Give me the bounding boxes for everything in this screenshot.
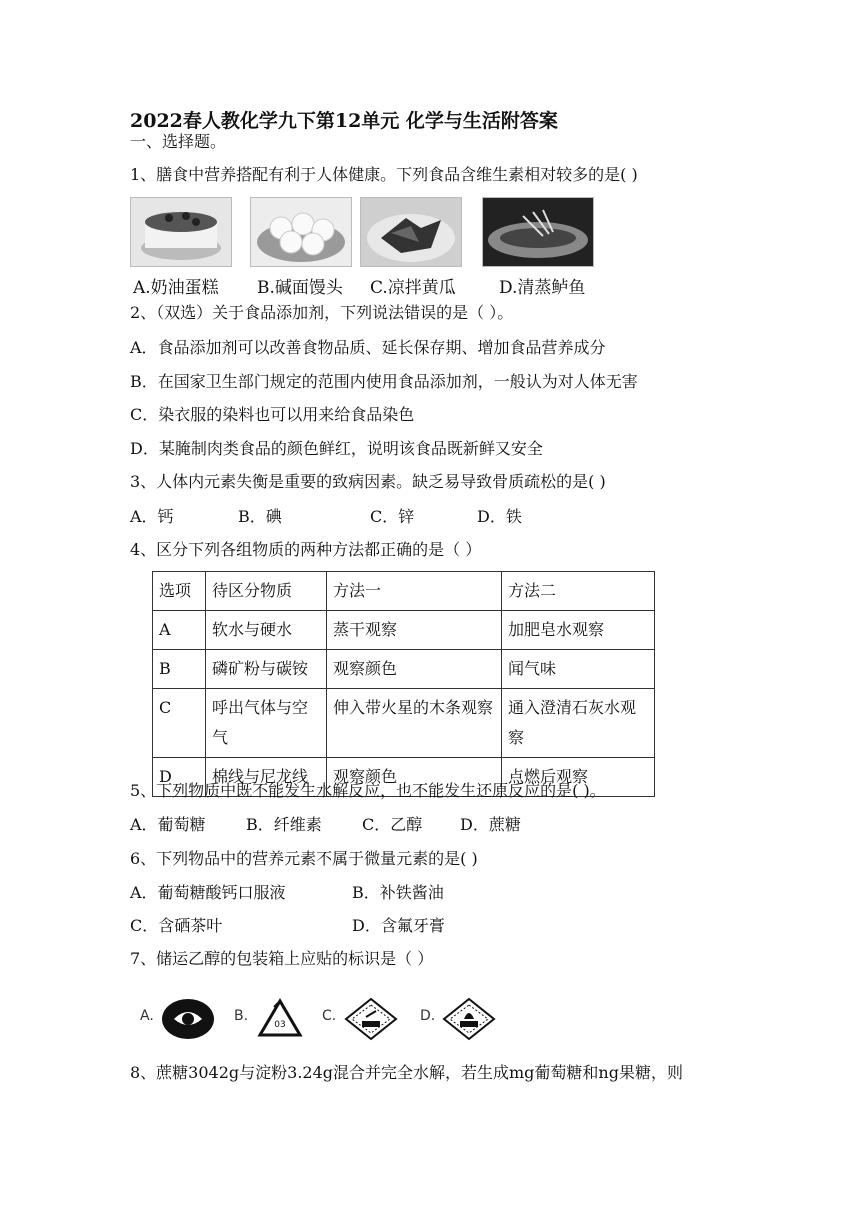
table-header-row <box>153 572 655 611</box>
q5-option-d: D．蔗糖 <box>460 815 521 834</box>
q7-option-b: B. <box>234 1008 249 1024</box>
table-cell: 软水与硬水 <box>206 611 327 650</box>
q3-option-b: B．碘 <box>238 507 282 526</box>
q6-option-b: B．补铁酱油 <box>352 883 444 902</box>
q1-stem: 1、膳食中营养搭配有利于人体健康。下列食品含维生素相对较多的是( ) <box>130 165 638 184</box>
q7-stem: 7、储运乙醇的包装箱上应贴的标识是（ ） <box>130 949 434 968</box>
hazard-diamond-c-icon <box>344 997 398 1041</box>
table-cell: 伸入带火星的木条观察 <box>327 689 502 758</box>
q5-option-a: A．葡萄糖 <box>130 815 206 834</box>
steamed-fish-image <box>482 197 594 267</box>
q1-option-d: D.清蒸鲈鱼 <box>499 278 586 298</box>
hazard-diamond-d-icon <box>442 997 496 1041</box>
q7-option-d: D. <box>420 1008 436 1024</box>
table-header-cell: 方法一 <box>327 572 502 611</box>
table-cell: 呼出气体与空气 <box>206 689 327 758</box>
section-heading: 一、选择题。 <box>130 132 227 151</box>
table-cell: A <box>153 611 206 650</box>
table-row <box>153 611 655 650</box>
q4-table <box>152 571 655 797</box>
document-title: 2022春人教化学九下第12单元 化学与生活附答案 <box>130 110 558 132</box>
q3-option-d: D．铁 <box>477 507 522 526</box>
q6-stem: 6、下列物品中的营养元素不属于微量元素的是( ) <box>130 849 478 868</box>
table-header-cell: 待区分物质 <box>206 572 327 611</box>
table-header-cell: 方法二 <box>502 572 655 611</box>
q2-option-a: A．食品添加剂可以改善食物品质、延长保存期、增加食品营养成分 <box>130 338 606 357</box>
table-header-cell: 选项 <box>153 572 206 611</box>
q1-option-a: A.奶油蛋糕 <box>133 278 219 298</box>
q7-option-a: A. <box>140 1008 154 1024</box>
table-cell: 加肥皂水观察 <box>502 611 655 650</box>
svg-text:03: 03 <box>274 1020 286 1030</box>
q2-option-b: B．在国家卫生部门规定的范围内使用食品添加剂，一般认为对人体无害 <box>130 372 638 391</box>
steamed-buns-image <box>250 197 352 267</box>
table-cell: 通入澄清石灰水观察 <box>502 689 655 758</box>
q7-option-c: C. <box>322 1008 337 1024</box>
q1-option-b: B.碱面馒头 <box>257 278 343 298</box>
table-cell: 棉线与尼龙线 <box>206 758 327 797</box>
q6-option-a: A．葡萄糖酸钙口服液 <box>130 883 286 902</box>
q5-option-c: C．乙醇 <box>362 815 423 834</box>
table-cell: 观察颜色 <box>327 650 502 689</box>
q2-stem: 2、（双选）关于食品添加剂，下列说法错误的是（ ）。 <box>130 303 514 322</box>
sign-a-icon <box>160 997 216 1041</box>
table-row <box>153 650 655 689</box>
q5-option-b: B．纤维素 <box>246 815 322 834</box>
recycle-icon <box>256 997 304 1041</box>
table-cell: 闻气味 <box>502 650 655 689</box>
table-cell: 磷矿粉与碳铵 <box>206 650 327 689</box>
q3-option-a: A．钙 <box>130 507 174 526</box>
table-cell: 蒸干观察 <box>327 611 502 650</box>
cucumber-dish-image <box>360 197 462 267</box>
q4-stem: 4、区分下列各组物质的两种方法都正确的是（ ） <box>130 540 482 559</box>
q3-option-c: C．锌 <box>370 507 415 526</box>
q1-option-c: C.凉拌黄瓜 <box>370 278 456 298</box>
q3-stem: 3、人体内元素失衡是重要的致病因素。缺乏易导致骨质疏松的是( ) <box>130 472 606 491</box>
q2-option-c: C．染衣服的染料也可以用来给食品染色 <box>130 405 415 424</box>
table-cell: 观察颜色 <box>327 758 502 797</box>
q6-option-c: C．含硒茶叶 <box>130 916 223 935</box>
q6-option-d: D．含氟牙膏 <box>352 916 445 935</box>
table-cell: D <box>153 758 206 797</box>
table-row <box>153 689 655 758</box>
table-cell: 点燃后观察 <box>502 758 655 797</box>
table-cell: C <box>153 689 206 758</box>
table-cell: B <box>153 650 206 689</box>
q5-stem: 5、下列物质中既不能发生水解反应，也不能发生还原反应的是( )。 <box>130 781 606 800</box>
cake-image <box>130 197 232 267</box>
q8-stem: 8、蔗糖3042g与淀粉3.24g混合并完全水解，若生成mg葡萄糖和ng果糖，则 <box>130 1063 683 1082</box>
q2-option-d: D．某腌制肉类食品的颜色鲜红，说明该食品既新鲜又安全 <box>130 439 543 458</box>
